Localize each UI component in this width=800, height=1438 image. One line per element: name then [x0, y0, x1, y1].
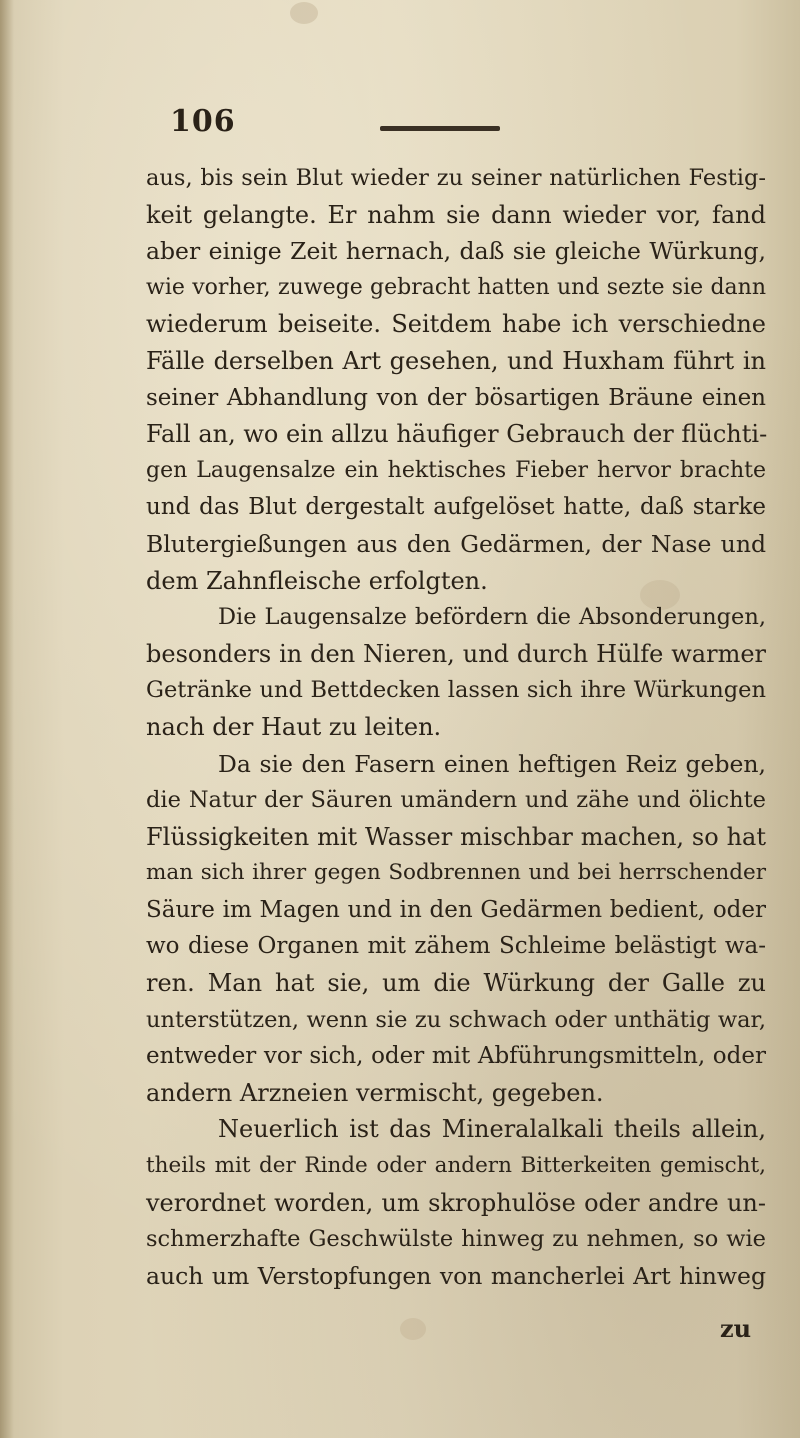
text-line: wie vorher, zuwege gebracht hatten und sezte sie dann [146, 274, 766, 300]
text-line: Fall an, wo ein allzu häufiger Gebrauch der flüchti- [146, 420, 768, 449]
text-line: auch um Verstopfungen von mancherlei Art hinweg [146, 1261, 766, 1290]
text-line: wo diese Organen mit zähem Schleime belästigt wa- [146, 933, 766, 960]
text-line: Neuerlich ist das Mineralalkali theils allein, [218, 1115, 766, 1144]
text-line: gen Laugensalze ein hektisches Fieber hervor brachte [146, 457, 766, 483]
text-line: andern Arzneien vermischt, gegeben. [146, 1078, 604, 1107]
text-line: die Natur der Säuren umändern und zähe und ölichte [146, 787, 766, 814]
text-line: Blutergießungen aus den Gedärmen, der Nase und [146, 529, 766, 558]
text-line: seiner Abhandlung von der bösartigen Bräune einen [146, 384, 766, 411]
text-line: aber einige Zeit hernach, daß sie gleiche Würkung, [146, 237, 766, 266]
text-line: dem Zahnfleische erfolgten. [146, 566, 488, 595]
text-line: unterstützen, wenn sie zu schwach oder unthätig war, [146, 1006, 766, 1033]
body-text [146, 160, 766, 1294]
catchword: zu [720, 1314, 752, 1343]
text-line: und das Blut dergestalt aufgelöset hatte, daß starke [146, 494, 766, 521]
text-line: keit gelangte. Er nahm sie dann wieder vor, fand [146, 200, 766, 229]
text-line: entweder vor sich, oder mit Abführungsmitteln, oder [146, 1043, 766, 1070]
text-line: Getränke und Bettdecken lassen sich ihre Würkungen [146, 677, 766, 704]
paper-stain [400, 1318, 426, 1340]
page-header [150, 104, 770, 144]
page-number: 106 [170, 104, 236, 139]
text-line: Die Laugensalze befördern die Absonderungen, [218, 604, 766, 631]
text-line: theils mit der Rinde oder andern Bitterkeiten gemischt, [146, 1153, 766, 1179]
text-line: ren. Man hat sie, um die Würkung der Galle zu [146, 969, 766, 998]
text-line: wiederum beiseite. Seitdem habe ich verschiedne [146, 310, 766, 339]
text-line: schmerzhafte Geschwülste hinweg zu nehmen, so wie [146, 1226, 766, 1253]
text-line: besonders in den Nieren, und durch Hülfe warmer [146, 639, 766, 668]
header-rule [380, 126, 500, 131]
page-gutter-shadow [0, 0, 14, 1438]
text-line: Säure im Magen und in den Gedärmen bedient, oder [146, 896, 766, 923]
text-line: Flüssigkeiten mit Wasser mischbar machen, so hat [146, 822, 766, 851]
paper-stain [290, 2, 318, 24]
text-line: nach der Haut zu leiten. [146, 712, 442, 741]
text-line: man sich ihrer gegen Sodbrennen und bei herrschender [146, 860, 766, 886]
text-line: Da sie den Fasern einen heftigen Reiz geben, [218, 749, 766, 778]
text-line: Fälle derselben Art gesehen, und Huxham führt in [146, 346, 766, 375]
text-line: verordnet worden, um skrophulöse oder andre un- [146, 1188, 766, 1217]
text-line: aus, bis sein Blut wieder zu seiner natürlichen Festig- [146, 165, 766, 191]
